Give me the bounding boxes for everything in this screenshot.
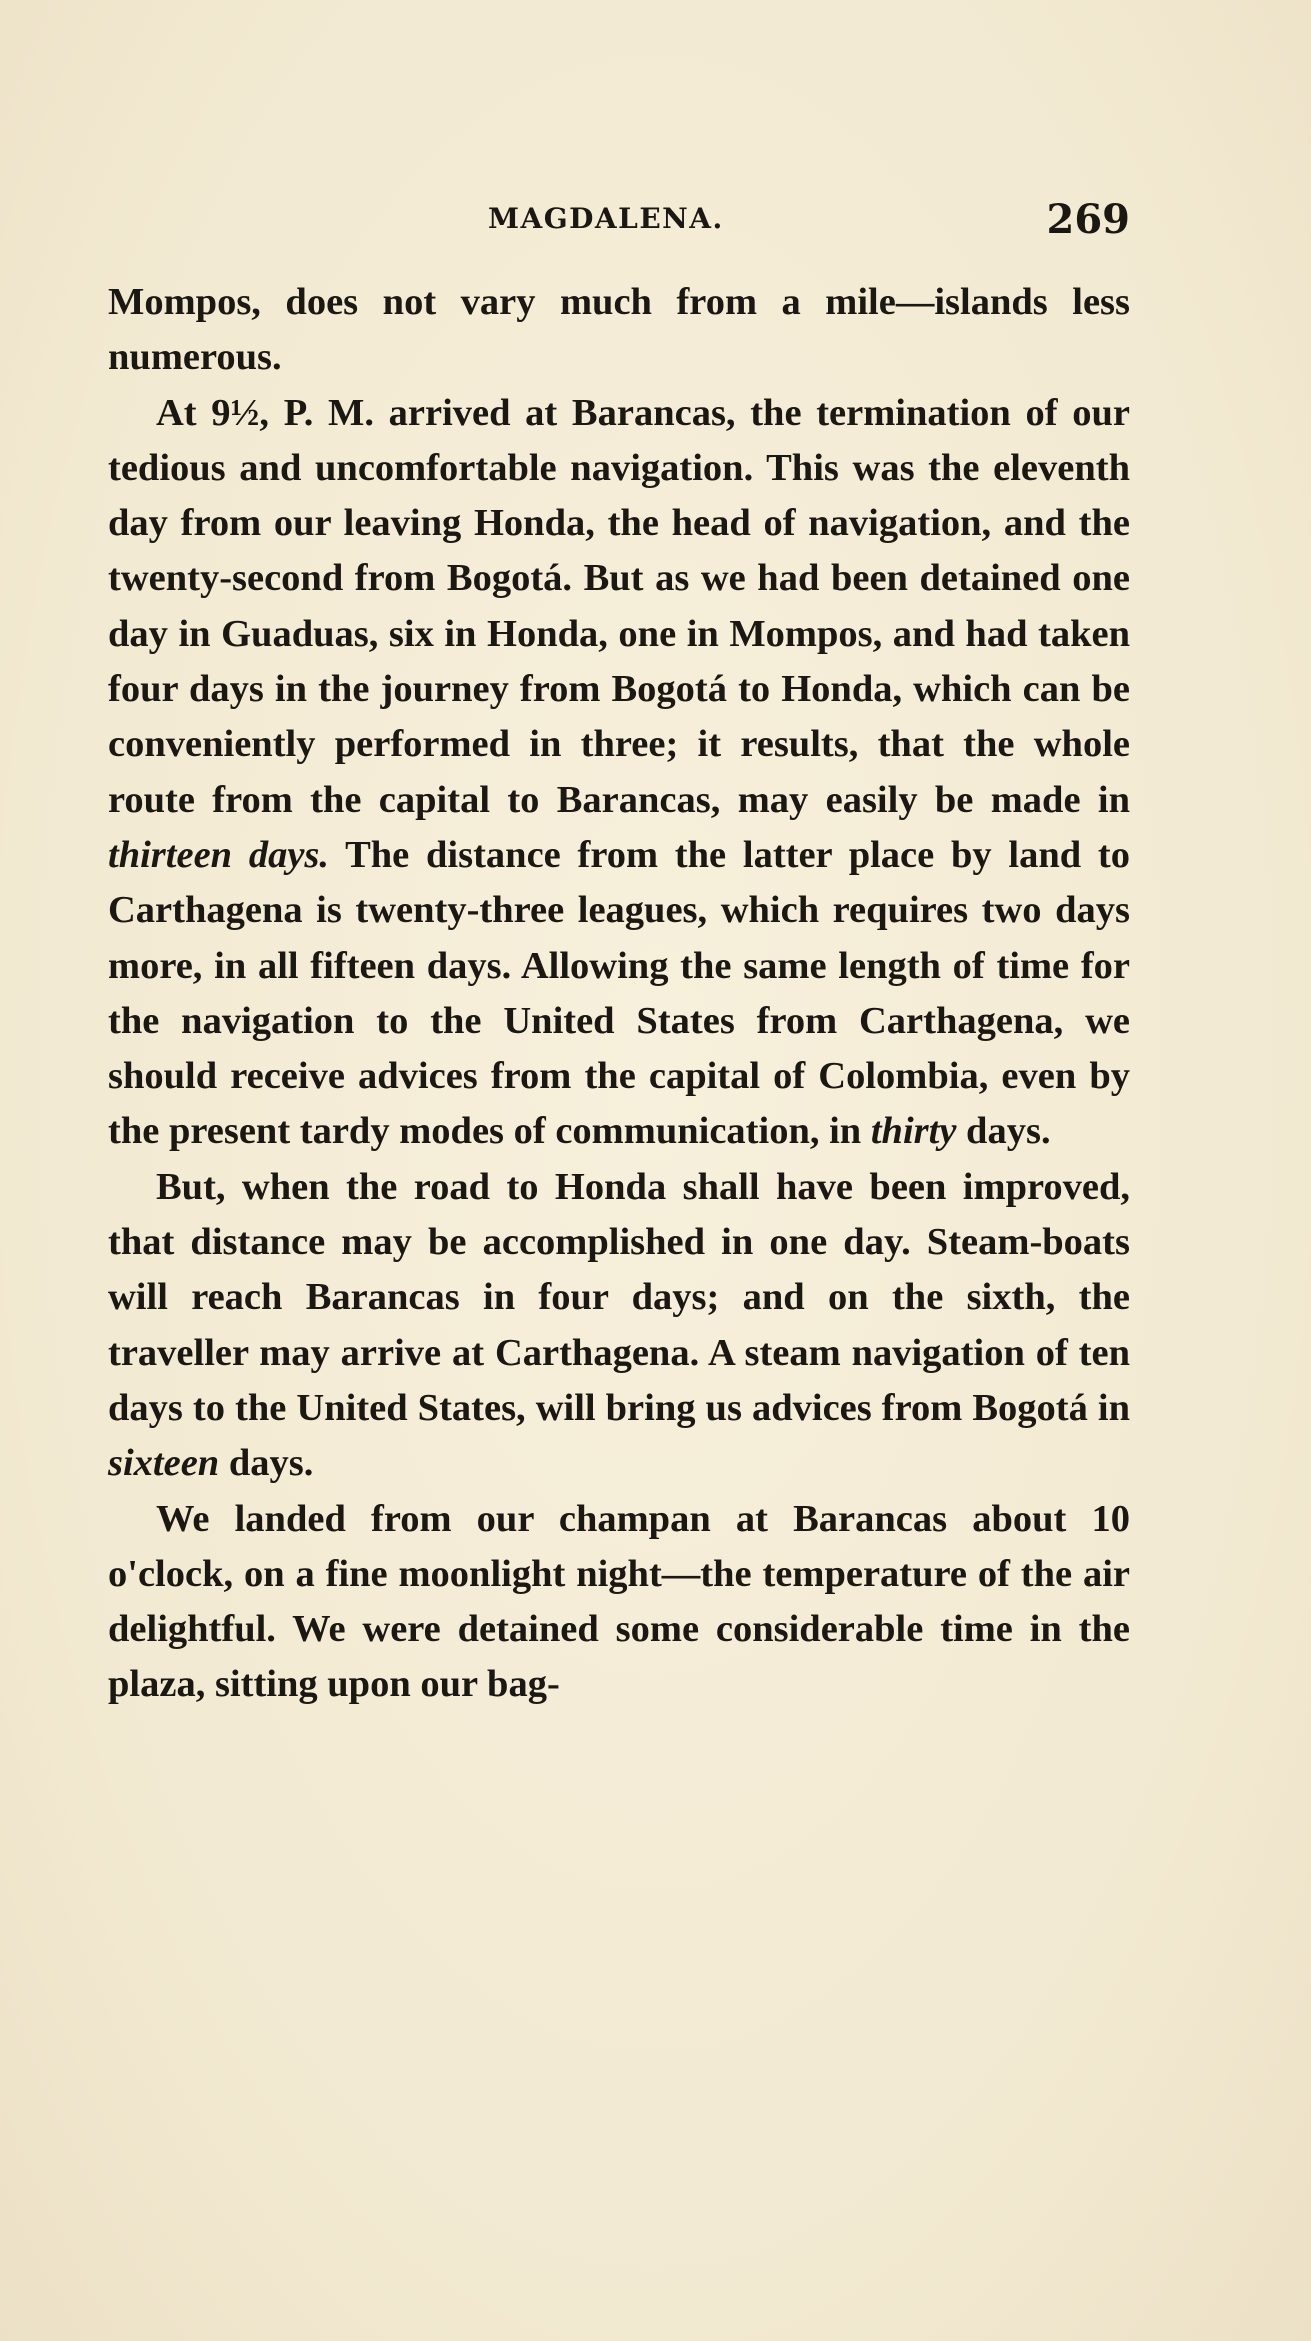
paragraph [108, 386, 1130, 1160]
italic-text-segment: thirteen days. [108, 833, 330, 876]
text-segment: Mompos, does not vary much from a mile—islands less numerous. [108, 281, 1130, 379]
text-segment: We landed from our champan at Barancas about 10 o'clock, on a fine moonlight night—the temperature of the air delightful. We were detained some considerable time in the plaza, sitting upon our bag- [108, 1497, 1130, 1706]
italic-text-segment: thirty [870, 1110, 957, 1153]
body-text [108, 275, 1130, 1713]
page-number: 269 [1046, 196, 1130, 243]
text-segment: days. [219, 1442, 314, 1485]
text-segment: But, when the road to Honda shall have been improved, that distance may be accomplished in one day. Steam-boats will reach Barancas in four days; and on the sixth, the traveller may arrive at Carthagena. A steam navigation of ten days to the United States, will bring us advices from Bogotá in [108, 1165, 1130, 1429]
paragraph [108, 275, 1130, 386]
text-segment: The distance from the latter place by land to Carthagena is twenty-three leagues, which requires two days more, in all fifteen days. Allowing the same length of time for the navigation to the United States from Carthagena, we should receive advices from the capital of Colombia, even by the present tardy modes of communication, in [108, 833, 1130, 1153]
running-title: MAGDALENA. [488, 202, 724, 235]
text-segment: At 9½, P. M. arrived at Barancas, the termination of our tedious and uncomfortable navigation. This was the eleventh day from our leaving Honda, the head of navigation, and the twenty-second from Bogotá. But as we had been detained one day in Guaduas, six in Honda, one in Mompos, and had taken four days in the journey from Bogotá to Honda, which can be conveniently performed in three; it results, that the whole route from the capital to Barancas, may easily be made in [108, 391, 1130, 821]
italic-text-segment: sixteen [108, 1442, 220, 1485]
page-header [108, 196, 1130, 244]
paragraph [108, 1160, 1130, 1492]
text-segment: days. [956, 1110, 1051, 1153]
paragraph [108, 1492, 1130, 1713]
